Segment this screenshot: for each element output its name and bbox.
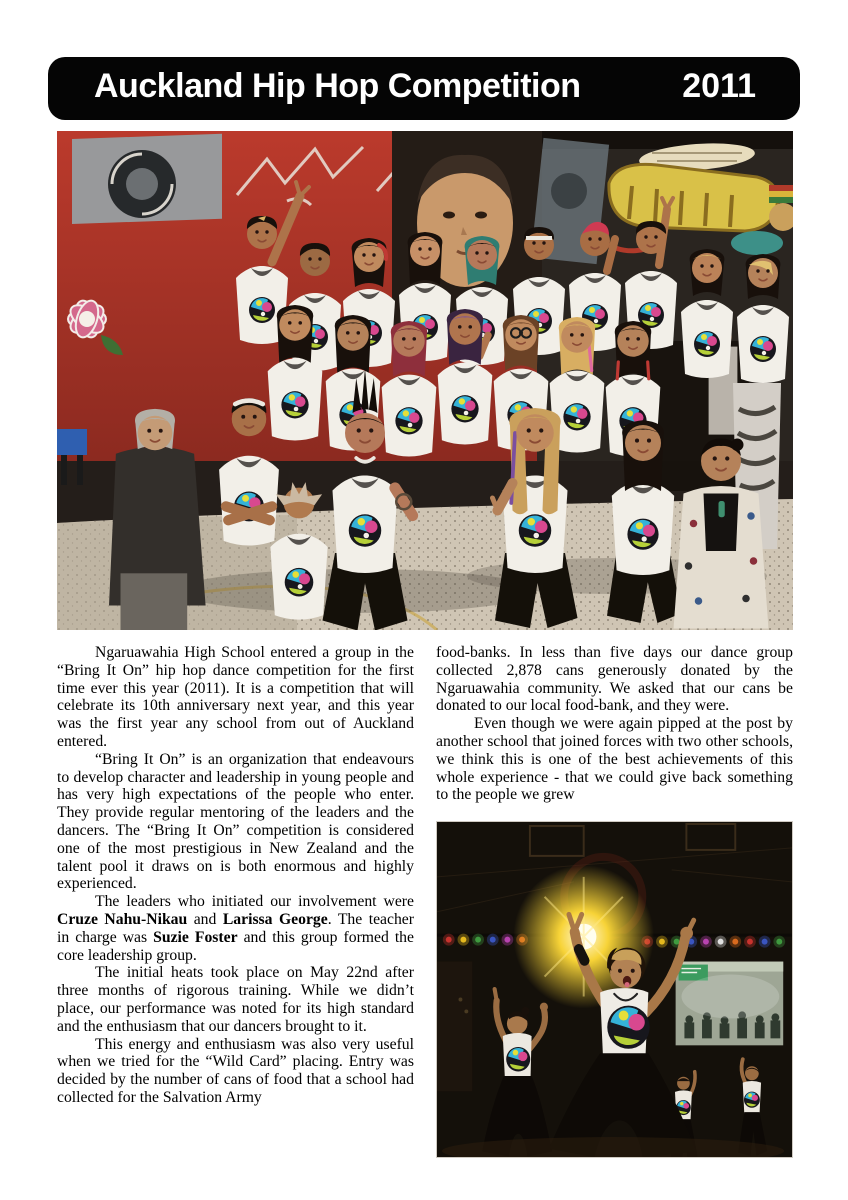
text-run: and [187,910,223,928]
projection-screen [676,962,784,1046]
paragraph-organization: “Bring It On” is an organization that endeavours to develop character and leadership in young people and has very high expectations of the people who enter. They provide regular mentoring of the leaders and the dancers. The “Bring It On” competition is considered one of the most prestigious in New Zealand and the talent pool it draws on is both enormous and highly experienced. [57,750,414,893]
person-name-suzie: Suzie Foster [153,928,238,946]
person-name-larissa: Larissa George [222,910,328,928]
text-run: and this group formed the core leadership group. [57,928,414,964]
page-title: Auckland Hip Hop Competition [94,67,581,105]
group-photo [57,131,793,630]
paragraph-intro: Ngaruawahia High School entered a group in the “Bring It On” hip hop dance competition for the first time ever this year (2011). It is a competition that will celebrate its 10th anniversary next year, and this year was the first year any school from out of Auckland entered. [57,644,414,750]
person-name-cruze: Cruze Nahu-Nikau [57,910,188,928]
group-photo-art [57,131,793,630]
paragraph-foodbank: food-banks. In less than five days our dance group collected 2,878 cans generously donated by the Ngaruawahia community. We asked that our cans be donated to our local food-bank, and they were. [436,644,793,715]
stage-photo [436,821,793,1158]
article-columns [57,644,793,1158]
turntable-graffiti [72,134,222,224]
paragraph-achievement: Even though we were again pipped at the post by another school that joined forces with two other schools, we think this is one of the best achievements of this whole experience - that we could give back something to the people we grew [436,715,793,804]
article-right-column [436,644,793,1158]
page-year: 2011 [682,67,756,105]
page-title-bar [48,57,800,120]
paragraph-heats: The initial heats took place on May 22nd after three months of rigorous training. While we didn’t place, our performance was noted for its high standard and the enthusiasm that our dancers brought to it. [57,964,414,1035]
paragraph-wildcard: This energy and enthusiasm was also very useful when we tried for the “Wild Card” placing. Entry was decided by the number of cans of food that a school had collected for the Salvation Army [57,1035,414,1106]
text-run: The leaders who initiated our involvement were [95,893,414,911]
spotlight-flare [513,865,654,1009]
paragraph-leaders [57,893,414,964]
stage-photo-art [437,822,792,1157]
text-run: . The teacher in charge was [57,910,414,946]
article-left-column [57,644,414,1158]
